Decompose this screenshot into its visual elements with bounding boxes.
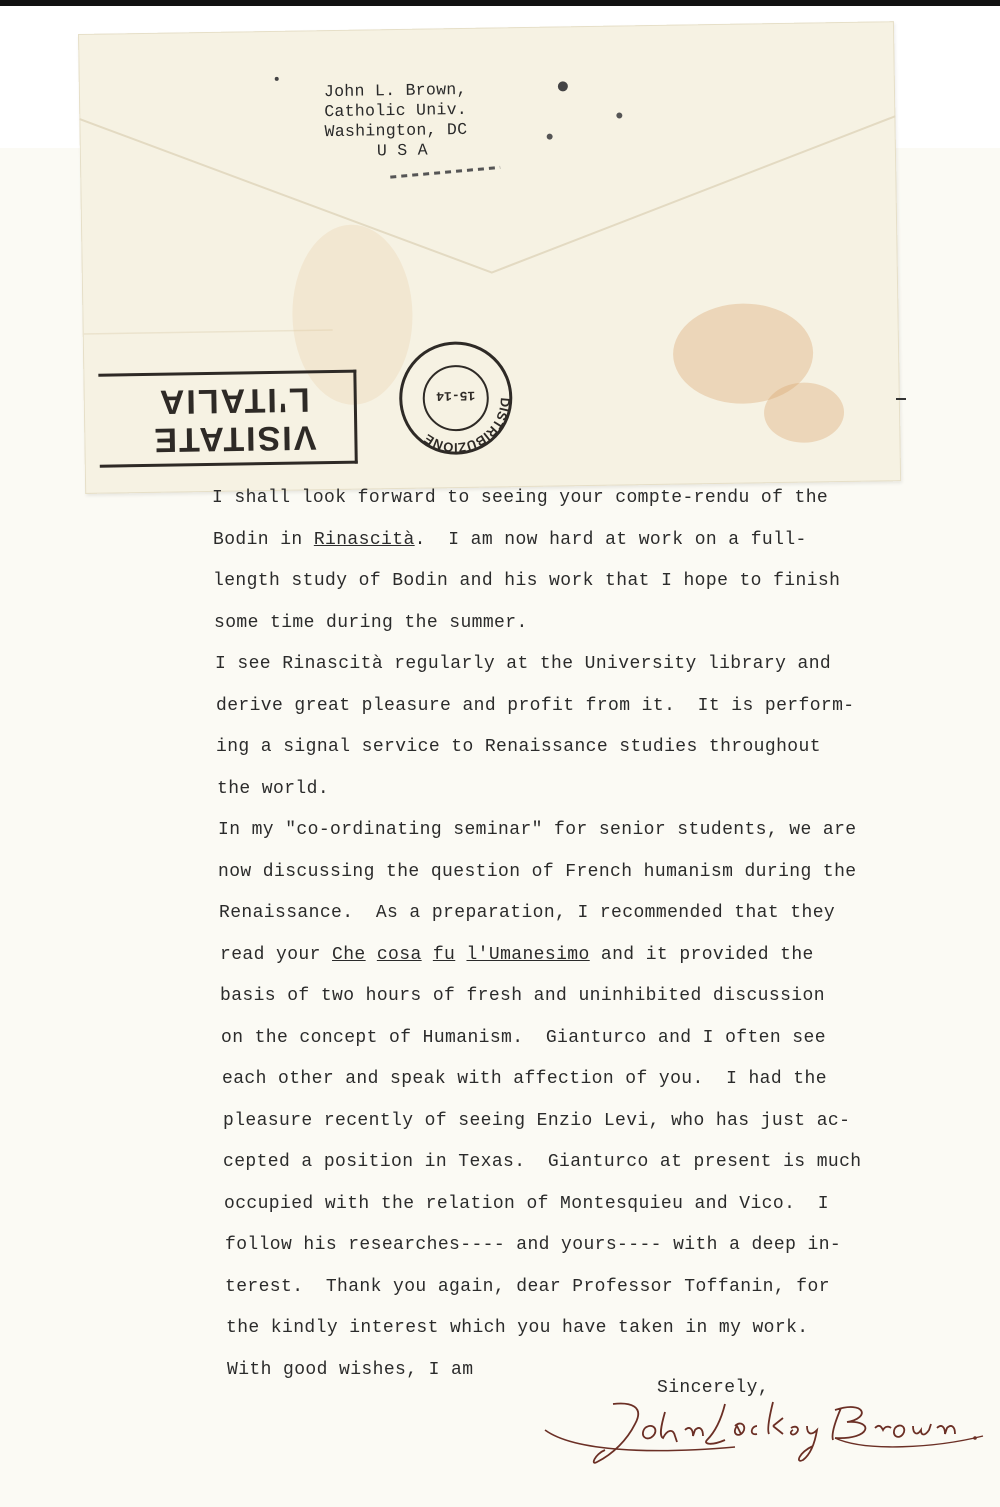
letter-line [212,686,932,728]
envelope [78,21,901,494]
letter-paragraph [212,478,932,644]
text-segment: I see Rinascità regularly at the University library and [215,654,832,674]
text-segment: on the concept of Humanism. Gianturco and I often see [221,1027,826,1048]
letter-line [212,1142,932,1184]
scan-top-edge [0,0,1000,6]
text-segment: length study of Bodin and his work that I hope to finish [213,571,841,591]
letter-paragraph [212,810,932,1350]
underlined-title: cosa [376,944,422,965]
postal-cancellation-text [113,380,354,460]
underlined-title: l'Umanesimo [466,944,590,965]
letter-line [212,976,932,1018]
letter-line [212,478,932,520]
postmark-arc-text: DISTRIBUZIONE [421,397,513,456]
svg-text:DISTRIBUZIONE [420,397,513,456]
return-address-line: John L. Brown, [323,79,467,102]
letter-line [212,1350,932,1392]
text-segment: ing a signal service to Renaissance studies throughout [216,737,821,757]
text-segment: I shall look forward to seeing your compte-rendu of the [212,488,829,508]
text-segment: and it provided the [589,944,814,965]
text-segment: read your [220,944,333,965]
text-segment: Renaissance. As a preparation, I recommended that they [219,903,836,923]
letter-line [212,603,932,645]
text-segment: the world. [217,778,330,799]
letter-line [212,852,932,894]
letter-line [212,644,932,686]
letter-line [212,1184,932,1226]
text-segment: With good wishes, I am [227,1359,474,1380]
text-segment: cepted a position in Texas. Gianturco at present is much [223,1152,862,1172]
text-segment [455,945,466,965]
return-address [324,80,468,162]
postmark-date: 15-14 [436,387,476,404]
text-segment [366,945,377,965]
text-segment [422,945,433,965]
postmark-icon [395,337,517,459]
cancellation-line: VISITATE [152,418,317,459]
return-address-line: Catholic Univ. [324,99,468,122]
text-segment: pleasure recently of seeing Enzio Levi, who has just ac- [223,1110,851,1131]
letter-line [212,561,932,603]
letter-line [212,1101,932,1143]
underlined-title: Rinascità [313,529,415,550]
letter-line [212,727,932,769]
text-segment: basis of two hours of fresh and uninhibited discussion [220,986,825,1006]
letter-body [212,478,932,1391]
return-address-line: U S A [376,140,429,161]
underlined-title: Che [332,944,366,965]
letter-line [212,1059,932,1101]
text-segment: now discussing the question of French humanism during the [218,861,857,882]
letter-paragraph [212,644,932,810]
letter-line [212,1018,932,1060]
text-segment: . I am now hard at work on a full- [414,529,807,550]
text-segment: Bodin in [213,529,314,550]
text-segment: terest. Thank you again, dear Professor Toffanin, for [225,1276,830,1297]
text-segment: the kindly interest which you have taken in my work. [226,1318,809,1338]
handwritten-signature [535,1392,985,1482]
return-address-line: Washington, DC [324,119,468,142]
closing: Sincerely, [657,1378,770,1398]
letter-line [212,893,932,935]
cancellation-line: L'ITALIA [157,380,311,421]
text-segment: occupied with the relation of Montesquieu and Vico. I [224,1193,829,1214]
text-segment: each other and speak with affection of you. I had the [222,1069,827,1089]
letter-paragraph [212,1350,932,1392]
underlined-title: fu [432,944,456,965]
letter-line [212,1267,932,1309]
text-segment: some time during the summer. [214,612,528,633]
letter-line [212,520,932,562]
letter-line [212,1308,932,1350]
text-segment: derive great pleasure and profit from it. It is perform- [216,695,855,716]
letter-line [212,935,932,977]
letter-line [212,769,932,811]
letter-line [212,810,932,852]
text-segment: In my "co-ordinating seminar" for senior students, we are [218,820,857,840]
margin-dash [896,398,906,400]
text-segment: follow his researches---- and yours---- with a deep in- [225,1235,842,1255]
letter-line [212,1225,932,1267]
